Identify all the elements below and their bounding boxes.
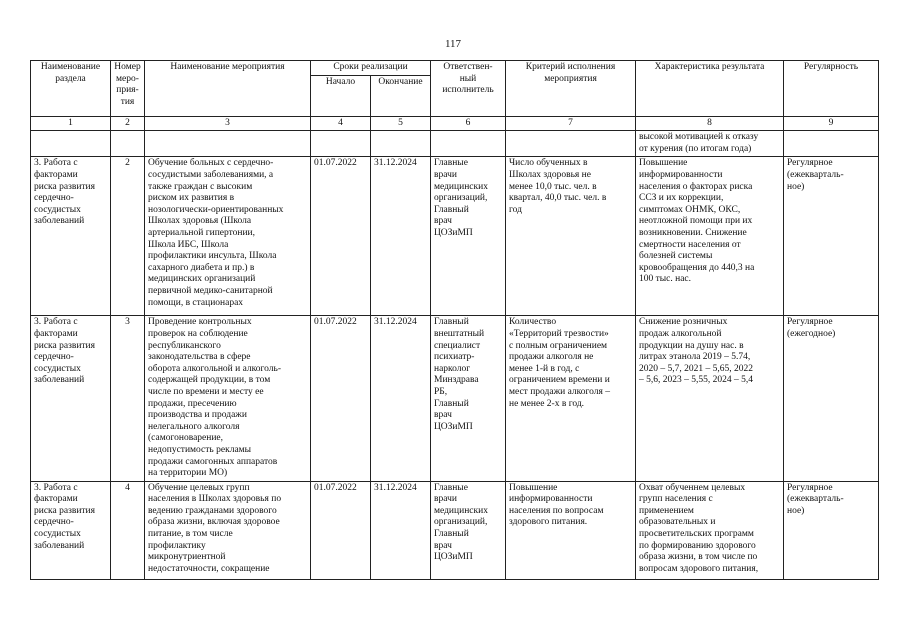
table-cell (506, 131, 636, 157)
column-number: 3 (145, 116, 311, 131)
column-number: 1 (31, 116, 111, 131)
column-number: 5 (371, 116, 431, 131)
row-regularity: Регулярное (ежекварталь- ное) (784, 157, 879, 316)
row-regularity: Регулярное (ежекварталь- ное) (784, 481, 879, 579)
header-end: Окончание (371, 75, 431, 116)
row-section: 3. Работа с факторами риска развития сердечно- сосудистых заболеваний (31, 157, 111, 316)
row-criterion: Повышение информированности населения по вопросам здорового питания. (506, 481, 636, 579)
table-cell (145, 131, 311, 157)
column-number: 4 (311, 116, 371, 131)
continuation-row (31, 131, 879, 157)
header-result: Характеристика результата (636, 61, 784, 117)
table-cell (31, 131, 111, 157)
column-number: 9 (784, 116, 879, 131)
table-cell (371, 131, 431, 157)
column-number: 2 (111, 116, 145, 131)
row-result: Охват обученнем целевых групп населения с применением образовательных и просветительских программ по формированию здорового образа жизни, в том числе по вопросам здорового питания, (636, 481, 784, 579)
header-terms: Сроки реализации (311, 61, 431, 76)
page-number: 117 (444, 38, 462, 50)
continuation-result: высокой мотивацией к отказу от курения (по итогам года) (636, 131, 784, 157)
row-end: 31.12.2024 (371, 481, 431, 579)
table-row (31, 157, 879, 316)
header-start: Начало (311, 75, 371, 116)
header-section: Наименование раздела (31, 61, 111, 117)
column-number: 8 (636, 116, 784, 131)
row-number: 4 (111, 481, 145, 579)
row-number: 2 (111, 157, 145, 316)
row-end: 31.12.2024 (371, 157, 431, 316)
row-criterion: Число обученных в Школах здоровья не менее 10,0 тыс. чел. в квартал, 40,0 тыс. чел. в год (506, 157, 636, 316)
row-activity: Обучение больных с сердечно- сосудистыми заболеваниями, а также граждан с высоким риском их развития в нозологически-ориентированных Школах здоровья (Школа артериальной гипертонии, Школа ИБС, Школа профилактики инсульта, Школа сахарного диабета и пр.) в медицинских организаций первичной медико-санитарной помощи, в стационарах (145, 157, 311, 316)
row-responsible: Главные врачи медицинских организаций, Главный врач ЦОЗиМП (431, 157, 506, 316)
row-responsible: Главный внештатный специалист психиатр- нарколог Минздрава РБ, Главный врач ЦОЗиМП (431, 316, 506, 481)
row-responsible: Главные врачи медицинских организаций, Главный врач ЦОЗиМП (431, 481, 506, 579)
row-end: 31.12.2024 (371, 316, 431, 481)
row-regularity: Регулярное (ежегодное) (784, 316, 879, 481)
header-criterion: Критерий исполнения мероприятия (506, 61, 636, 117)
table-row (31, 481, 879, 579)
row-criterion: Количество «Территорий трезвости» с полным ограничением продажи алкоголя не менее 1-й в год, с ограничением времени и мест продажи алкоголя – не менее 2-х в год. (506, 316, 636, 481)
row-result: Снижение розничных продаж алкогольной продукции на душу нас. в литрах этанола 2019 – 5.74, 2020 – 5,7, 2021 – 5,65, 2022 – 5,6, 2023 – 5,55, 2024 – 5,4 (636, 316, 784, 481)
table-cell (784, 131, 879, 157)
header-regularity: Регулярность (784, 61, 879, 117)
row-number: 3 (111, 316, 145, 481)
header-responsible: Ответствен- ный исполнитель (431, 61, 506, 117)
table-cell (111, 131, 145, 157)
row-activity: Проведение контрольных проверок на соблюдение республиканского законодательства в сфере оборота алкогольной и алкоголь- содержащей продукции, в том числе по времени и месту ее продажи, пресечению производства и продажи нелегального алкоголя (самогоноварение, недопустимость рекламы продажи самогонных аппаратов на территории МО) (145, 316, 311, 481)
row-section: 3. Работа с факторами риска развития сердечно- сосудистых заболеваний (31, 481, 111, 579)
column-number: 7 (506, 116, 636, 131)
row-start: 01.07.2022 (311, 157, 371, 316)
table-cell (431, 131, 506, 157)
table-row (31, 316, 879, 481)
column-number: 6 (431, 116, 506, 131)
row-start: 01.07.2022 (311, 481, 371, 579)
row-activity: Обучение целевых групп населения в Школах здоровья по ведению гражданами здорового образа жизни, включая здоровое питание, в том числе профилактику микронутриентной недостаточности, сокращение (145, 481, 311, 579)
row-start: 01.07.2022 (311, 316, 371, 481)
header-row-1 (31, 61, 879, 76)
header-activity: Наименование мероприятия (145, 61, 311, 117)
table-cell (311, 131, 371, 157)
header-number: Номер меро- прия- тия (111, 61, 145, 117)
row-result: Повышение информированности населения о факторах риска ССЗ и их коррекции, симптомах ОНМК, ОКС, неотложной помощи при их возникновении. Снижение смертности населения от болезней системы кровообращения до 440,3 на 100 тыс. нас. (636, 157, 784, 316)
column-number-row (31, 116, 879, 131)
activities-table (30, 60, 879, 580)
row-section: 3. Работа с факторами риска развития сердечно- сосудистых заболеваний (31, 316, 111, 481)
